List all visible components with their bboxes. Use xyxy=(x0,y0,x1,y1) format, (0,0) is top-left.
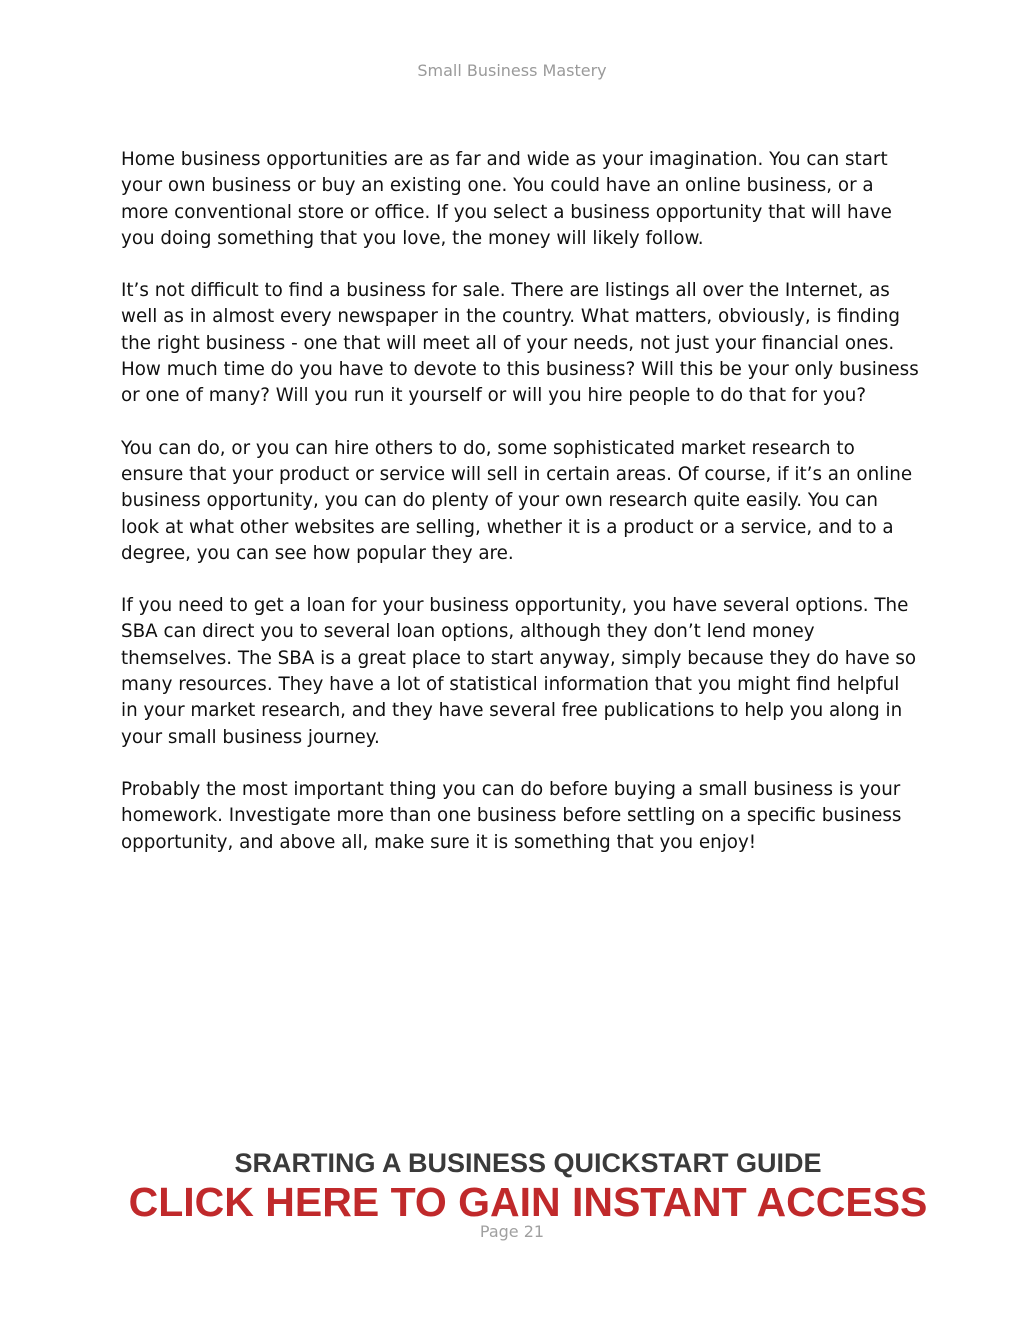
document-body xyxy=(121,147,921,882)
paragraph-market-research: You can do, or you can hire others to do, some sophisticated market research to ensure that your product or service will sell in certain areas. Of course, if it’s an online business opportunity, you can do plenty of your own research quite easily. You can look at what other websites are selling, whether it is a product or a service, and to a degree, you can see how popular they are. xyxy=(121,437,913,564)
promo-subtitle: SRARTING A BUSINESS QUICKSTART GUIDE xyxy=(234,1148,822,1178)
instant-access-link[interactable]: CLICK HERE TO GAIN INSTANT ACCESS xyxy=(128,1179,928,1225)
page-number: Page 21 xyxy=(479,1222,545,1241)
paragraph-business-for-sale: It’s not difficult to find a business for sale. There are listings all over the Internet, as well as in almost every newspaper in the country. What matters, obviously, is finding the right business - one that will meet all of your needs, not just your financial ones. How much time do you have to devote to this business? Will this be your only business or one of many? Will you run it yourself or will you hire people to do that for you? xyxy=(121,280,919,407)
running-header-title: Small Business Mastery xyxy=(417,61,607,80)
paragraph-homework: Probably the most important thing you can do before buying a small business is your homework. Investigate more than one business before settling on a specific business opportunity, and above all, make sure it is something that you enjoy! xyxy=(121,778,902,853)
paragraph-sba-loans: If you need to get a loan for your business opportunity, you have several options. The SBA can direct you to several loan options, although they don’t lend money themselves. The SBA is a great place to start anyway, simply because they do have so many resources. They have a lot of statistical information that you might find helpful in your market research, and they have several free publications to help you along in your small business journey. xyxy=(121,595,917,748)
paragraph-home-business: Home business opportunities are as far and wide as your imagination. You can start your own business or buy an existing one. You could have an online business, or a more conventional store or office. If you select a business opportunity that will have you doing something that you love, the money will likely follow. xyxy=(121,149,892,249)
